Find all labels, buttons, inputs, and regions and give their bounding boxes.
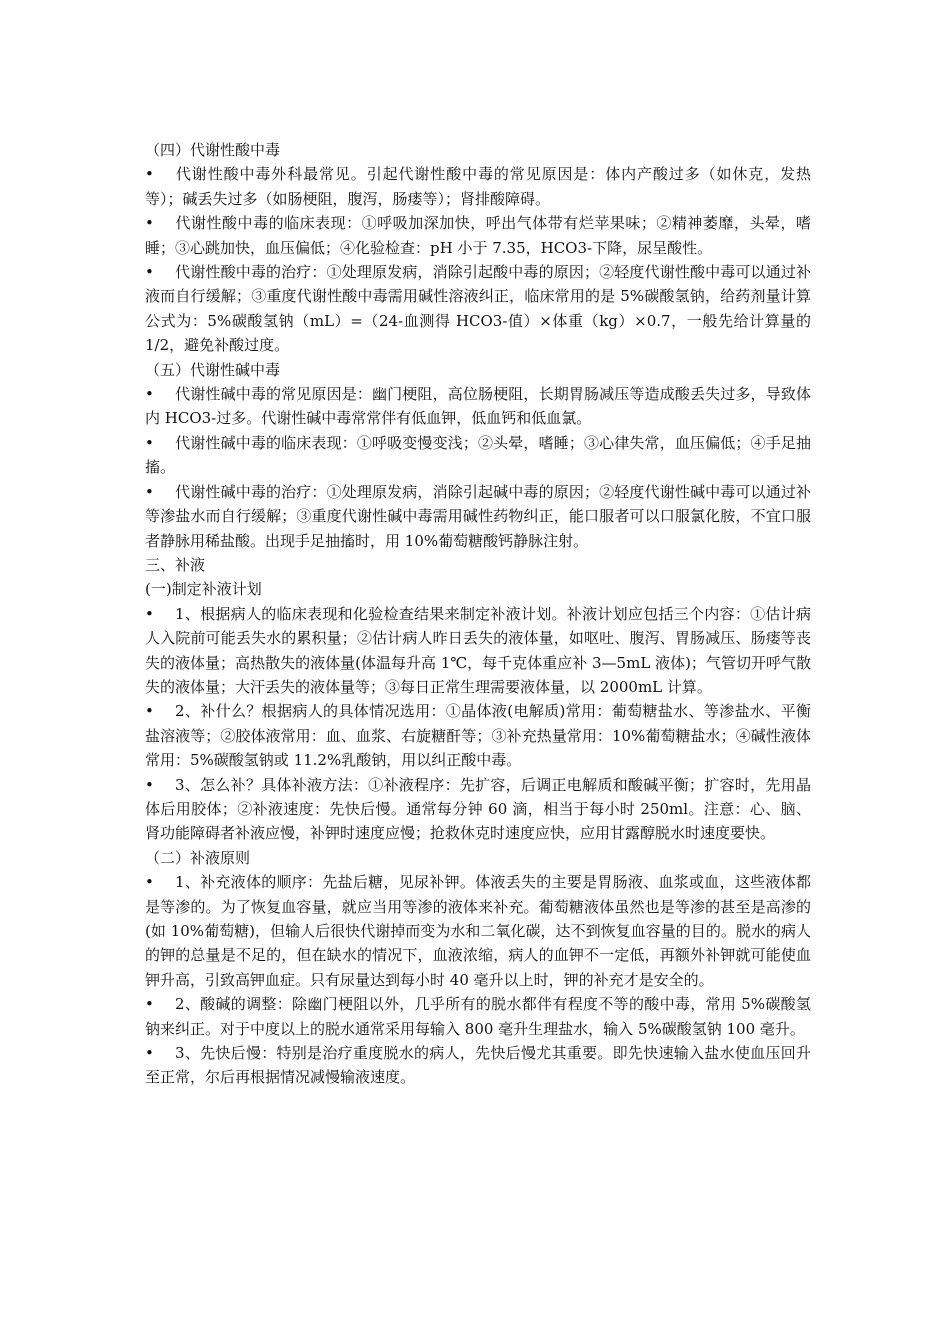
bullet-paragraph [145, 260, 811, 358]
paragraph-text: 代谢性酸中毒的临床表现：①呼吸加深加快，呼出气体带有烂苹果味；②精神萎靡，头晕，嗜睡；③心跳加快，血压偏低；④化验检查：pH 小于 7.35，HCO3-下降，尿呈酸性。 [145, 214, 811, 257]
bullet-paragraph [145, 431, 811, 480]
bullet-icon: • [145, 482, 154, 501]
bullet-paragraph [145, 382, 811, 431]
bullet-icon: • [145, 1044, 154, 1063]
bullet-paragraph [145, 602, 811, 700]
bullet-paragraph [145, 480, 811, 553]
paragraph-text: 1、补充液体的顺序：先盐后糖，见尿补钾。体液丢失的主要是胃肠液、血浆或血，这些液体都是等渗的。为了恢复血容量，就应当用等渗的液体来补充。葡萄糖液体虽然也是等渗的甚至是高渗的(如 10%葡萄糖)，但输人后很快代谢掉而变为水和二氧化碳，达不到恢复血容量的目的。脱水的病人的钾的总量是不足的，但在缺水的情况下，血液浓缩，病人的血钾不一定低，再额外补钾就可能使血钾升高，引致高钾血症。只有尿量达到每小时 40 毫升以上时，钾的补充才是安全的。 [145, 873, 811, 989]
bullet-icon: • [145, 995, 154, 1014]
document-page [145, 138, 811, 1090]
subsection-heading-fluid-principles: （二）补液原则 [145, 848, 251, 867]
bullet-icon: • [145, 873, 154, 892]
bullet-icon: • [145, 165, 154, 184]
bullet-icon: • [145, 604, 154, 623]
section-heading-metabolic-alkalosis: （五）代谢性碱中毒 [145, 360, 281, 379]
bullet-paragraph [145, 1041, 811, 1090]
bullet-paragraph [145, 162, 811, 211]
bullet-paragraph [145, 211, 811, 260]
section-heading-metabolic-acidosis: （四）代谢性酸中毒 [145, 141, 281, 159]
bullet-paragraph [145, 870, 811, 992]
subsection-heading-fluid-plan: (一)制定补液计划 [145, 580, 262, 599]
paragraph-text: 3、先快后慢：特别是治疗重度脱水的病人，先快后慢尤其重要。即先快速输入盐水使血压回升至正常，尔后再根据情况减慢输液速度。 [145, 1044, 811, 1087]
paragraph-text: 2、补什么？根据病人的具体情况选用：①晶体液(电解质)常用：葡萄糖盐水、等渗盐水、平衡盐溶液等；②胶体液常用：血、血浆、右旋糖酐等；③补充热量常用：10%葡萄糖盐水；④碱性液体常用：5%碳酸氢钠或 11.2%乳酸钠，用以纠正酸中毒。 [145, 702, 811, 770]
paragraph-text: 代谢性碱中毒的治疗：①处理原发病，消除引起碱中毒的原因；②轻度代谢性碱中毒可以通过补等渗盐水而自行缓解；③重度代谢性碱中毒需用碱性药物纠正，能口服者可以口服氯化胺，不宜口服者静脉用稀盐酸。出现手足抽搐时，用 10%葡萄糖酸钙静脉注射。 [145, 482, 811, 550]
bullet-icon: • [145, 775, 154, 794]
paragraph-text: 1、根据病人的临床表现和化验检查结果来制定补液计划。补液计划应包括三个内容：①估计病人入院前可能丢失水的累积量；②估计病人昨日丢失的液体量，如呕吐、腹泻、胃肠减压、肠瘘等丧失的液体量；高热散失的液体量(体温每升高 1℃，每千克体重应补 3—5mL 液体)；气管切开呼气散失的液体量；大汗丢失的液体量等；③每日正常生理需要液体量，以 2000mL 计算。 [145, 604, 811, 696]
paragraph-text: 3、怎么补？具体补液方法：①补液程序：先扩容，后调正电解质和酸碱平衡；扩容时，先用晶体后用胶体；②补液速度：先快后慢。通常每分钟 60 滴，相当于每小时 250ml。注意：心、脑、肾功能障碍者补液应慢，补钾时速度应慢；抢救休克时速度应快，应用甘露醇脱水时速度要快。 [145, 775, 811, 843]
bullet-paragraph [145, 773, 811, 846]
paragraph-text: 2、酸碱的调整：除幽门梗阻以外，几乎所有的脱水都伴有程度不等的酸中毒，常用 5%碳酸氢钠来纠正。对于中度以上的脱水通常采用每输入 800 毫升生理盐水，输入 5%碳酸氢钠 100 毫升。 [145, 995, 811, 1038]
bullet-icon: • [145, 214, 154, 233]
bullet-icon: • [145, 385, 154, 404]
bullet-icon: • [145, 433, 154, 452]
section-heading-fluid-replacement: 三、补液 [145, 555, 206, 574]
paragraph-text: 代谢性酸中毒的治疗：①处理原发病，消除引起酸中毒的原因；②轻度代谢性酸中毒可以通过补液而自行缓解；③重度代谢性酸中毒需用碱性溶液纠正，临床常用的是 5%碳酸氢钠，给药剂量计算公式为：5%碳酸氢钠（mL）=（24-血测得 HCO3-值）×体重（kg）×0.7，一般先给计算量的 1/2，避免补酸过度。 [145, 263, 811, 355]
bullet-icon: • [145, 263, 154, 282]
bullet-paragraph [145, 699, 811, 772]
bullet-icon: • [145, 702, 154, 721]
paragraph-text: 代谢性碱中毒的临床表现：①呼吸变慢变浅；②头晕，嗜睡；③心律失常，血压偏低；④手足抽搐。 [145, 433, 811, 477]
paragraph-text: 代谢性碱中毒的常见原因是：幽门梗阻，高位肠梗阻，长期胃肠减压等造成酸丢失过多，导致体内 HCO3-过多。代谢性碱中毒常常伴有低血钾，低血钙和低血氯。 [145, 385, 811, 428]
paragraph-text: 代谢性酸中毒外科最常见。引起代谢性酸中毒的常见原因是：体内产酸过多（如休克，发热等）；碱丢失过多（如肠梗阻，腹泻，肠瘘等）；肾排酸障碍。 [145, 165, 811, 208]
bullet-paragraph [145, 992, 811, 1041]
